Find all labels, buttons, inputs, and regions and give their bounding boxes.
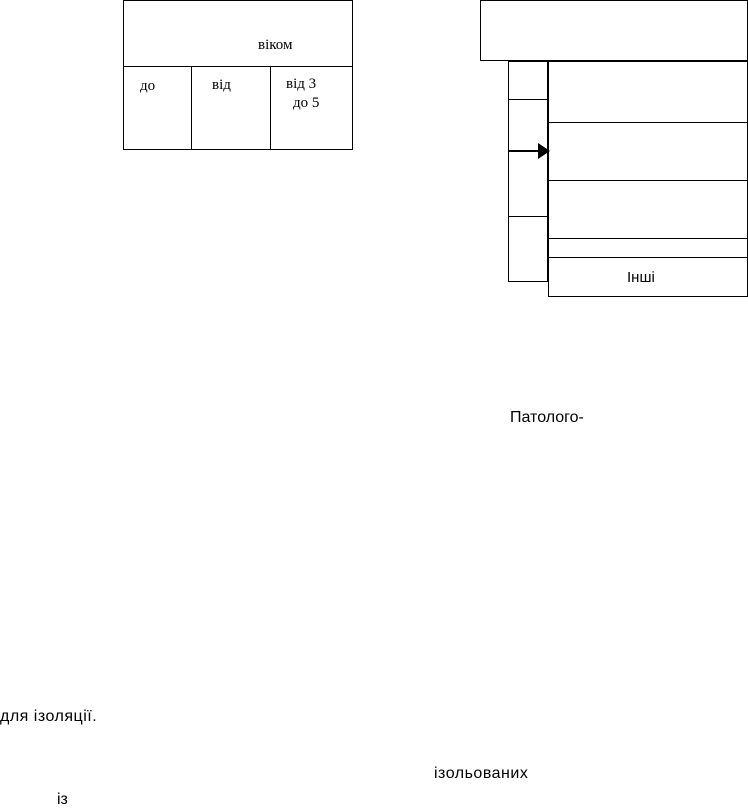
text-dlia-izoliatsii: для ізоляції. (0, 708, 98, 725)
right-box-others-label: Інші (627, 269, 655, 286)
left-table-header-divider (123, 66, 353, 67)
left-table (123, 0, 353, 150)
arrow-right-icon (508, 140, 552, 162)
right-top-box (480, 0, 748, 61)
text-iz: із (57, 791, 68, 808)
left-table-col3-line2: до 5 (293, 95, 320, 111)
left-table-col3-text (276, 76, 331, 120)
left-table-col-divider-1 (191, 66, 192, 150)
left-table-col-divider-2 (270, 66, 271, 150)
bracket-box-1 (508, 61, 548, 100)
right-box-4 (548, 238, 748, 258)
left-table-col2-label: від (212, 77, 231, 93)
right-box-1 (548, 61, 748, 123)
left-table-col3-line1: від 3 (286, 76, 317, 92)
bracket-box-3 (508, 216, 548, 282)
text-izolovanykh: ізольованих (434, 765, 529, 782)
text-patolog: Патолого- (510, 409, 584, 426)
right-box-3 (548, 180, 748, 239)
right-box-2 (548, 122, 748, 181)
left-table-header-label: віком (258, 37, 293, 53)
left-table-col1-label: до (140, 78, 156, 94)
